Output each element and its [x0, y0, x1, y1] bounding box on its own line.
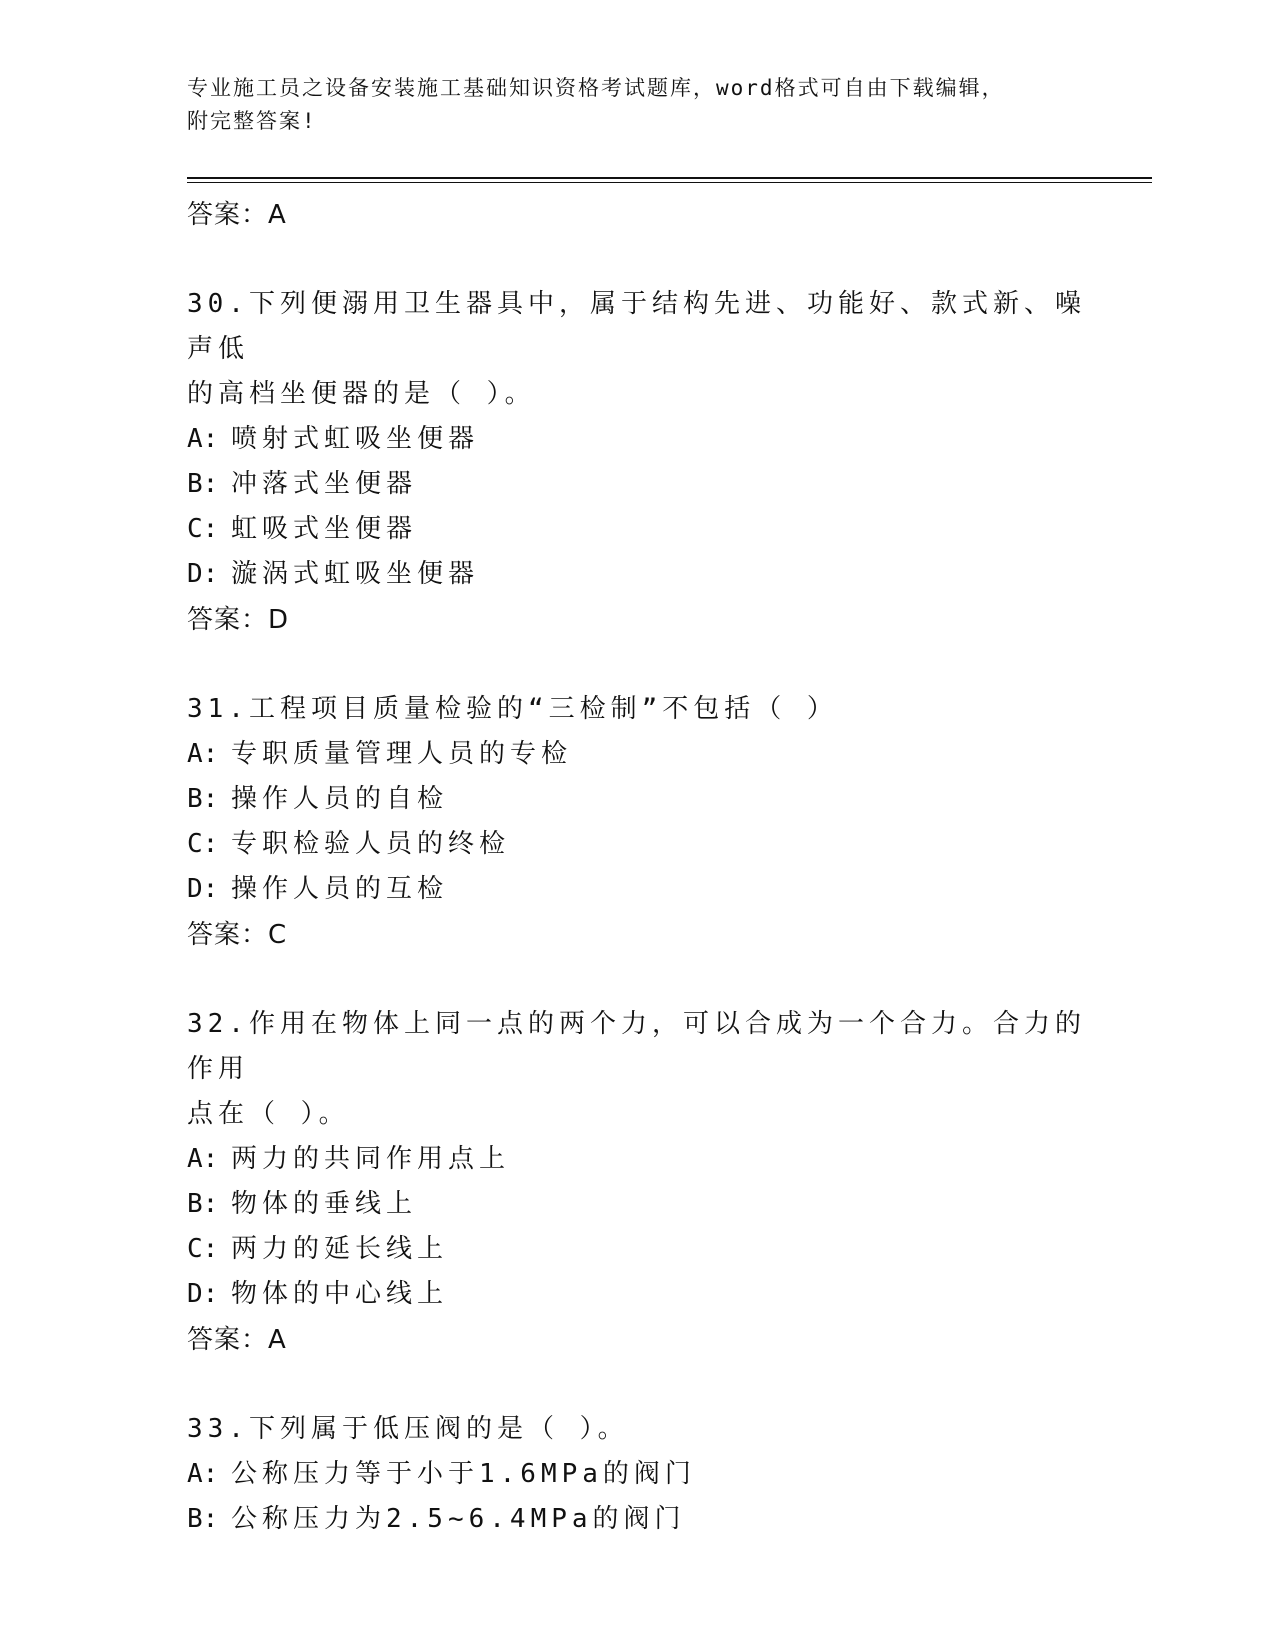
option-label: C:: [187, 514, 219, 544]
header-line-1: 专业施工员之设备安装施工基础知识资格考试题库，word格式可自由下载编辑，: [187, 76, 1005, 100]
option-label: B:: [187, 1189, 219, 1219]
question-32-text-line-1: 32.作用在物体上同一点的两个力，可以合成为一个合力。合力的作用: [187, 1009, 1086, 1084]
question-32-option-c: [187, 1227, 1087, 1272]
question-33-text-line-1: 33.下列属于低压阀的是（ ）。: [187, 1414, 629, 1444]
option-text: 专职检验人员的终检: [231, 829, 511, 859]
option-label: A:: [187, 739, 219, 769]
option-label: A:: [187, 424, 219, 454]
document-header: [187, 72, 1087, 138]
option-label: B:: [187, 1504, 219, 1534]
previous-answer: 答案：A: [187, 200, 287, 230]
question-30-option-c: [187, 507, 1087, 552]
option-text: 两力的延长线上: [231, 1234, 449, 1264]
option-text: 两力的共同作用点上: [231, 1144, 511, 1174]
option-text: 专职质量管理人员的专检: [231, 739, 573, 769]
question-30-answer: 答案：D: [187, 605, 290, 635]
option-text: 物体的中心线上: [231, 1279, 449, 1309]
question-list: [187, 192, 1087, 1542]
option-text: 喷射式虹吸坐便器: [231, 424, 480, 454]
header-rule-thick: [187, 177, 1152, 179]
question-30-text-line-1: 30.下列便溺用卫生器具中，属于结构先进、功能好、款式新、噪声低: [187, 289, 1086, 364]
question-30-option-d: [187, 552, 1087, 597]
question-32-text-line-2: 点在（ ）。: [187, 1099, 350, 1129]
option-text: 操作人员的互检: [231, 874, 449, 904]
question-30-option-b: [187, 462, 1087, 507]
question-31-text-line-1: 31.工程项目质量检验的“三检制”不包括（ ）: [187, 694, 838, 724]
option-label: C:: [187, 1234, 219, 1264]
option-label: C:: [187, 829, 219, 859]
question-33-option-a: [187, 1452, 1087, 1497]
option-text: 冲落式坐便器: [231, 469, 418, 499]
question-30-text-line-2: 的高档坐便器的是（ ）。: [187, 379, 536, 409]
option-text: 公称压力等于小于1.6MPa的阀门: [231, 1459, 696, 1489]
option-label: D:: [187, 1279, 219, 1309]
option-label: D:: [187, 874, 219, 904]
option-label: D:: [187, 559, 219, 589]
question-30: [187, 282, 1087, 643]
question-30-option-a: [187, 417, 1087, 462]
question-32: [187, 1002, 1087, 1363]
question-33-option-b: [187, 1497, 1087, 1542]
question-31-option-c: [187, 822, 1087, 867]
option-label: A:: [187, 1144, 219, 1174]
option-text: 物体的垂线上: [231, 1189, 418, 1219]
question-31-option-d: [187, 867, 1087, 912]
question-32-option-d: [187, 1272, 1087, 1317]
question-32-option-a: [187, 1137, 1087, 1182]
question-32-answer: 答案：A: [187, 1325, 287, 1355]
question-31-answer: 答案：C: [187, 920, 288, 950]
option-text: 操作人员的自检: [231, 784, 449, 814]
question-31: [187, 687, 1087, 958]
header-rule-thin: [187, 182, 1152, 183]
header-line-2: 附完整答案!: [187, 109, 317, 133]
option-text: 漩涡式虹吸坐便器: [231, 559, 480, 589]
option-text: 公称压力为2.5~6.4MPa的阀门: [231, 1504, 686, 1534]
question-31-option-b: [187, 777, 1087, 822]
option-label: B:: [187, 469, 219, 499]
question-32-option-b: [187, 1182, 1087, 1227]
question-33: [187, 1407, 1087, 1542]
option-label: A:: [187, 1459, 219, 1489]
option-label: B:: [187, 784, 219, 814]
option-text: 虹吸式坐便器: [231, 514, 418, 544]
question-31-option-a: [187, 732, 1087, 777]
